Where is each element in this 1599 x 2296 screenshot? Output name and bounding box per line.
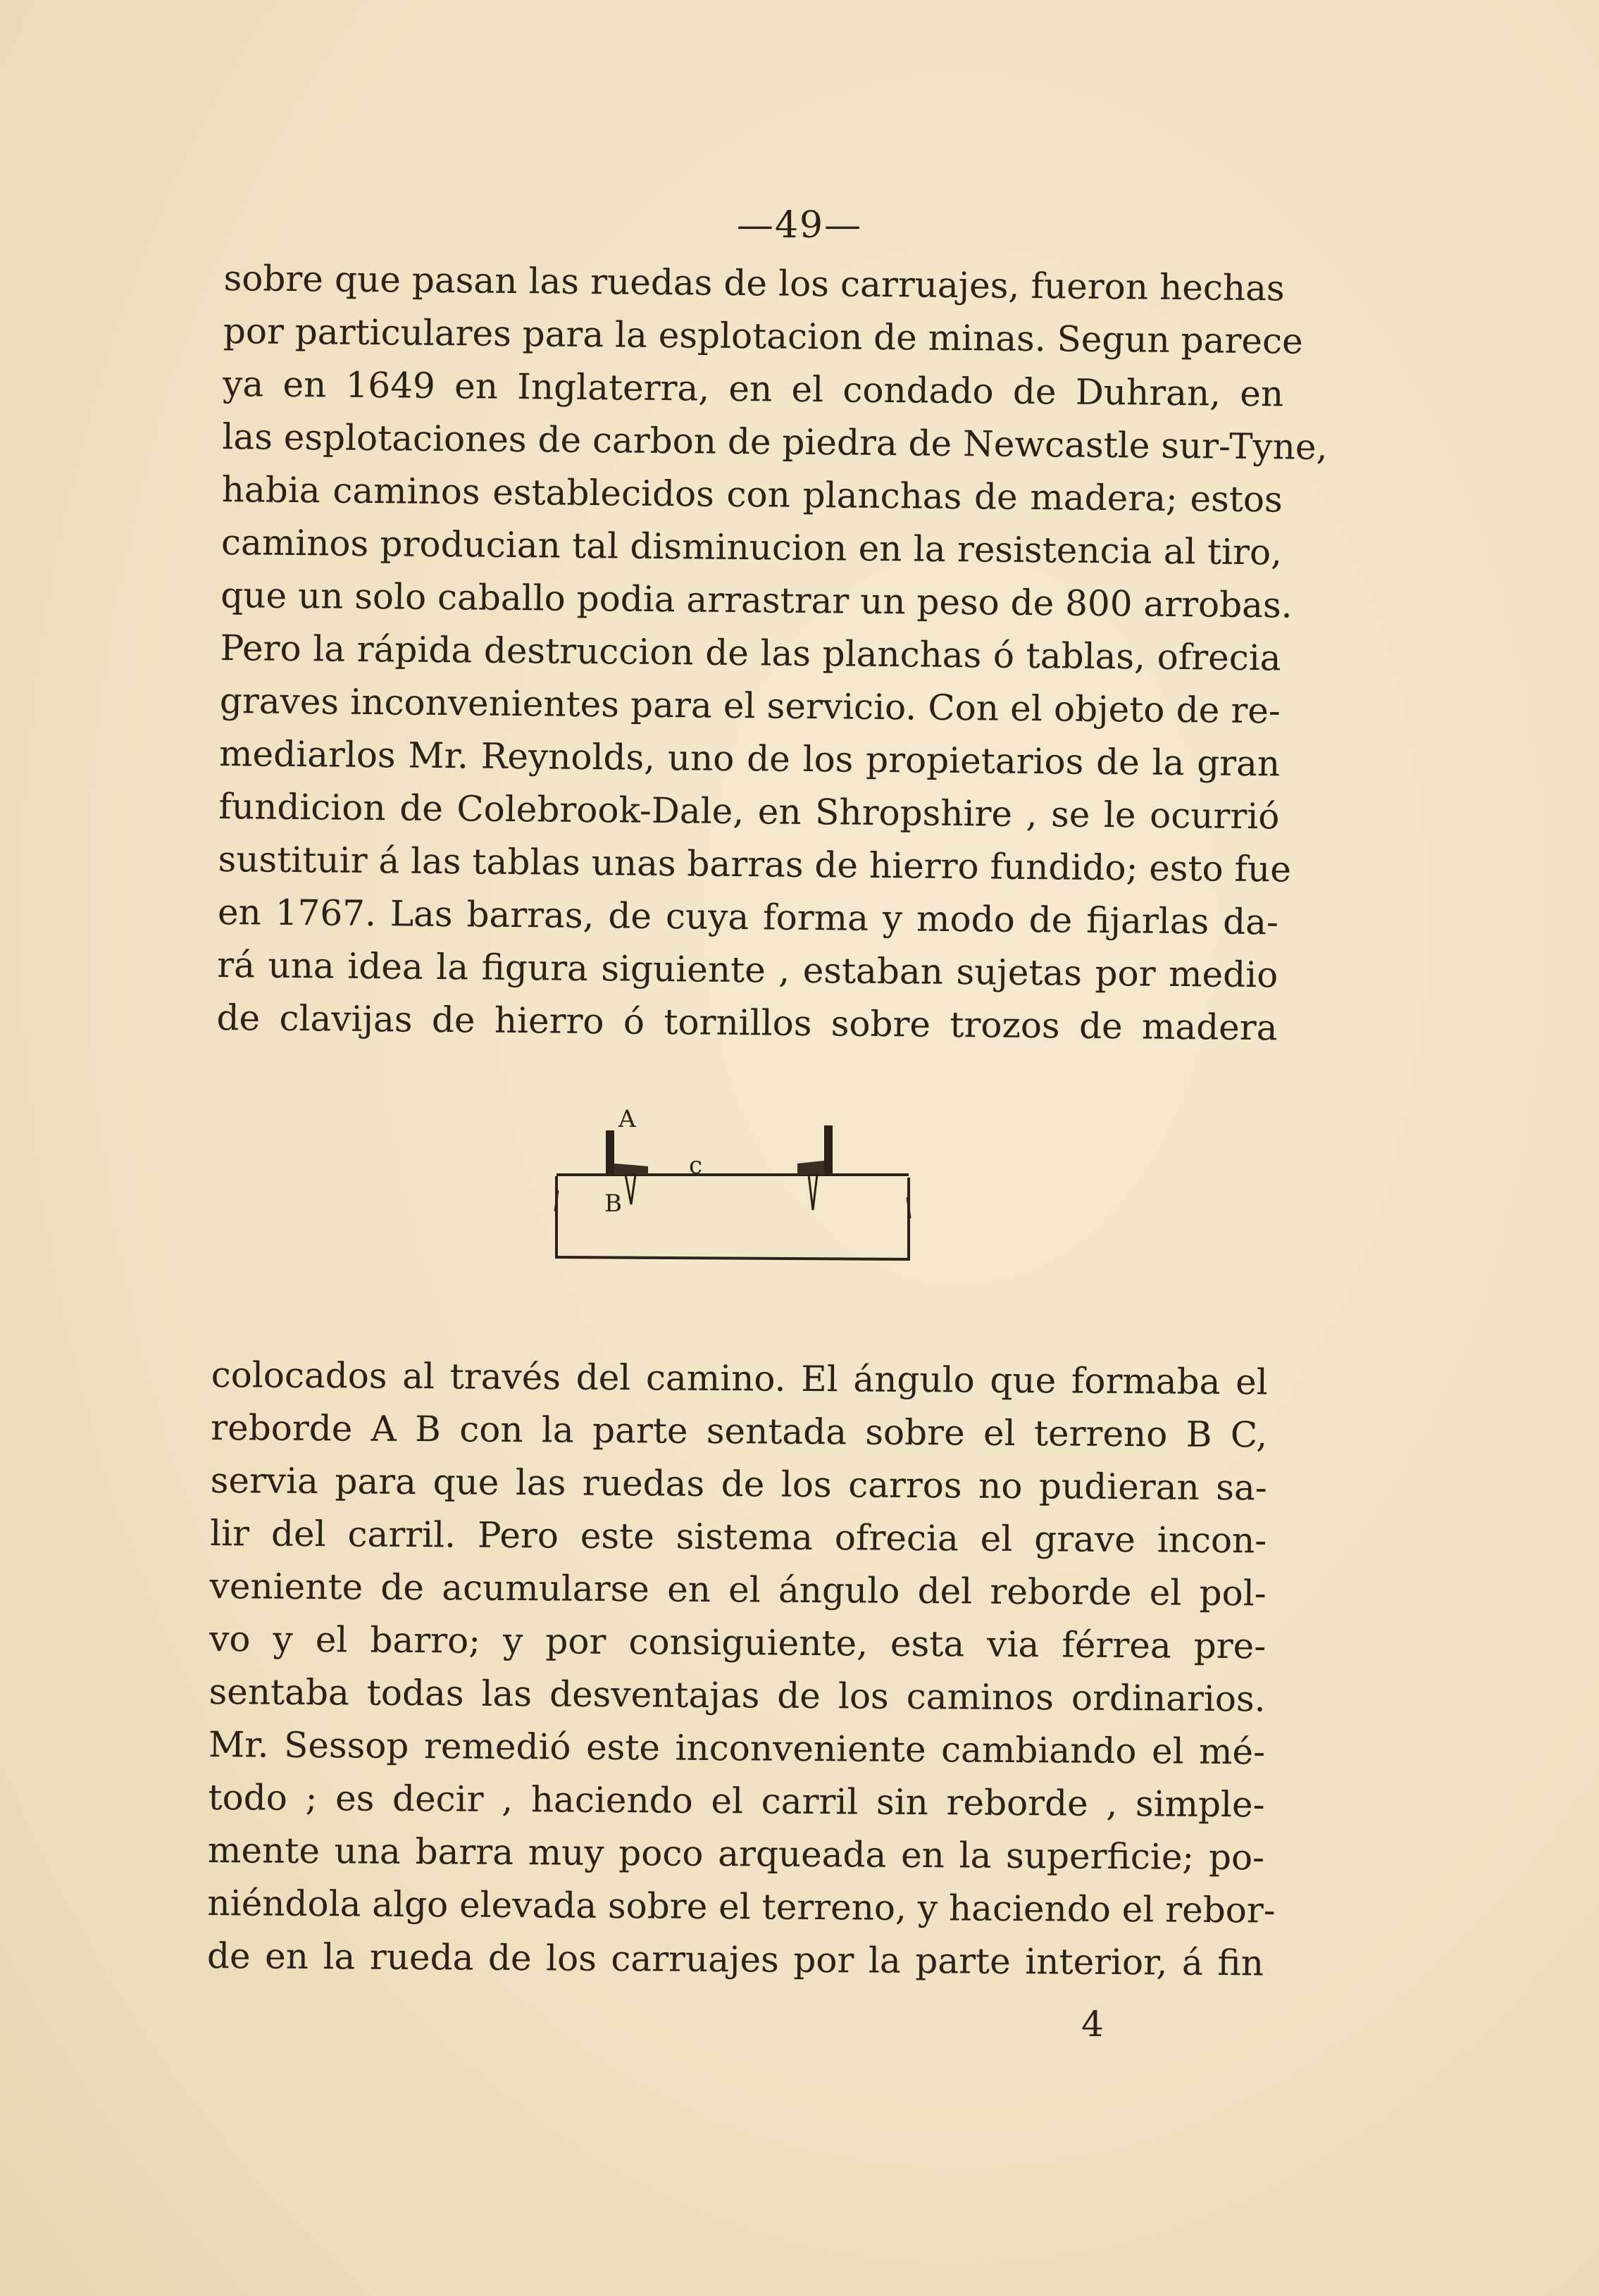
flange-right bbox=[824, 1125, 833, 1175]
page-number: —49— bbox=[736, 204, 863, 247]
bottom-paragraph bbox=[206, 1349, 1276, 1990]
text-line: habia caminos establecidos con planchas de madera; estos bbox=[221, 468, 1283, 520]
bolt-right bbox=[809, 1175, 817, 1210]
rail-diagram bbox=[542, 1099, 923, 1282]
text-line: caminos producian tal disminucion en la resistencia al tiro, bbox=[220, 521, 1283, 573]
flange-base-right bbox=[797, 1161, 824, 1175]
text-line: rá una idea la figura siguiente , estaban sujetas por medio bbox=[217, 944, 1278, 996]
top-paragraph bbox=[216, 252, 1328, 1054]
text-line: sobre que pasan las ruedas de los carruajes, fueron hechas bbox=[223, 257, 1285, 309]
label-a: A bbox=[618, 1105, 636, 1133]
label-b: B bbox=[604, 1190, 622, 1218]
text-line: vo y el barro; y por consiguiente, esta via férrea pre- bbox=[209, 1618, 1267, 1667]
text-line: lir del carril. Pero este sistema ofrecia el grave incon- bbox=[209, 1512, 1267, 1561]
text-line: sentaba todas las desventajas de los caminos ordinarios. bbox=[209, 1671, 1266, 1720]
text-line: todo ; es decir , haciendo el carril sin reborde , simple- bbox=[208, 1776, 1265, 1826]
text-line: que un solo caballo podia arrastrar un peso de 800 arrobas. bbox=[220, 574, 1293, 626]
text-line: veniente de acumularse en el ángulo del reborde el pol- bbox=[209, 1565, 1267, 1614]
text-line: reborde A B con la parte sentada sobre el terreno B C, bbox=[211, 1406, 1268, 1456]
label-c: c bbox=[689, 1152, 703, 1180]
sleeper-outline bbox=[556, 1176, 909, 1259]
text-line: servia para que las ruedas de los carros no pudieran sa- bbox=[210, 1459, 1267, 1509]
text-line: las esplotaciones de carbon de piedra de Newcastle sur-Tyne, bbox=[222, 416, 1328, 468]
text-line: de en la rueda de los carruajes por la parte interior, á fin bbox=[206, 1935, 1264, 1984]
text-line: ya en 1649 en Inglaterra, en el condado de Duhran, en bbox=[222, 363, 1284, 415]
text-line: graves inconvenientes para el servicio. Con el objeto de re- bbox=[219, 680, 1281, 732]
text-line: de clavijas de hierro ó tornillos sobre trozos de madera bbox=[216, 997, 1278, 1049]
text-line: colocados al través del camino. El ángulo que formaba el bbox=[211, 1354, 1268, 1403]
text-line: sustituir á las tablas unas barras de hierro fundido; esto fue bbox=[218, 838, 1292, 890]
text-line: niéndola algo elevada sobre el terreno, y haciendo el rebor- bbox=[207, 1882, 1276, 1931]
bolt-left bbox=[626, 1175, 635, 1204]
flange-left bbox=[606, 1130, 614, 1175]
rail-figure bbox=[542, 1099, 923, 1282]
text-line: mediarlos Mr. Reynolds, uno de los propietarios de la gran bbox=[218, 732, 1281, 785]
flange-base-left bbox=[614, 1163, 648, 1175]
text-line: mente una barra muy poco arqueada en la superficie; po- bbox=[207, 1829, 1265, 1878]
text-line: en 1767. Las barras, de cuya forma y modo de fijarlas da- bbox=[217, 891, 1279, 943]
text-line: Mr. Sessop remedió este inconveniente cambiando el mé- bbox=[208, 1723, 1266, 1773]
text-line: Pero la rápida destruccion de las planchas ó tablas, ofrecia bbox=[220, 627, 1281, 679]
text-line: por particulares para la esplotacion de minas. Segun parece bbox=[223, 310, 1303, 362]
text-line: fundicion de Colebrook-Dale, en Shropshire , se le ocurrió bbox=[218, 785, 1280, 837]
signature-mark: 4 bbox=[1081, 2004, 1104, 2045]
